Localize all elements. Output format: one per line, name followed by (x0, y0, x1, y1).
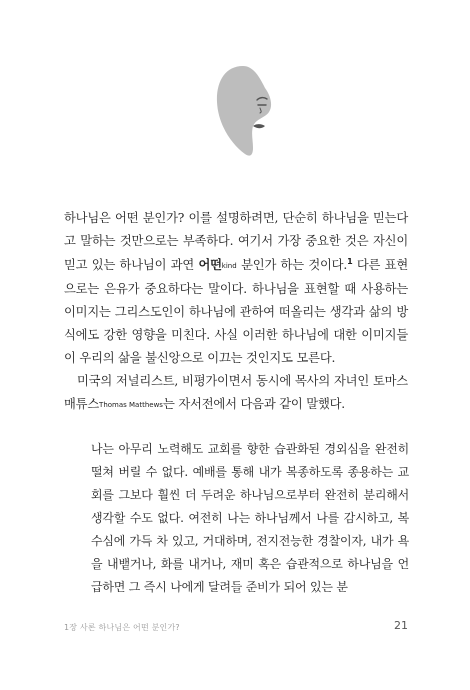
paragraph-2 (64, 370, 408, 417)
main-text (64, 207, 408, 417)
quote-text: 나는 아무리 노력해도 교회를 향한 습관화된 경외심을 완전히 떨쳐 버릴 수 없다. 예배를 통해 내가 복종하도록 종용하는 교회를 그보다 훨씬 더 두려운 하나님으로부터 완전히 분리해서 생각할 수도 없다. 여전히 나는 하나님께서 나를 감시하고, 복수심에 가득 차 있고, 거대하며, 전지전능한 경찰이자, 내가 욕을 내뱉거나, 화를 내거나, 재미 혹은 습관적으로 하나님을 언급하면 그 즉시 나에게 달려들 준비가 되어 있는 분 (91, 442, 409, 594)
paragraph-2-rest: 는 자서전에서 다음과 같이 말했다. (162, 397, 346, 411)
paragraph-1-middle: 분인가 하는 것이다. (236, 258, 348, 272)
block-quote (91, 438, 409, 599)
footnote-marker[interactable]: 1 (347, 257, 353, 266)
face-silhouette-illustration (213, 62, 275, 158)
paragraph-2-text: 미국의 저널리스트, 비평가이면서 동시에 목사의 자녀인 토마스 매튜스 (64, 374, 408, 411)
page-number: 21 (394, 619, 408, 632)
paragraph-1-rest: 다른 표현으로는 은유가 중요하다는 말이다. 하나님을 표현할 때 사용하는 이미지는 그리스도인이 하나님에 관하여 떠올리는 생각과 삶의 방식에도 강한 영향을 미친다. 사실 이러한 하나님에 대한 이미지들이 우리의 삶을 불신앙으로 이끄는 것인지도 모른다. (64, 258, 408, 365)
paragraph-1-text: 하나님은 어떤 분인가? 이를 설명하려면, 단순히 하나님을 믿는다고 말하는 것만으로는 부족하다. 여기서 가장 중요한 것은 자신이 믿고 있는 하나님이 과연 (64, 211, 408, 272)
paragraph-1 (64, 207, 408, 370)
mouth-icon (253, 124, 265, 128)
english-gloss: kind (221, 262, 237, 270)
running-footer-chapter: 1장 사론 하나님은 어떤 분인가? (64, 623, 180, 632)
english-name-gloss: Thomas Matthews (99, 401, 163, 409)
head-shape (217, 66, 271, 156)
emphasis-word: 어떤 (198, 257, 222, 272)
